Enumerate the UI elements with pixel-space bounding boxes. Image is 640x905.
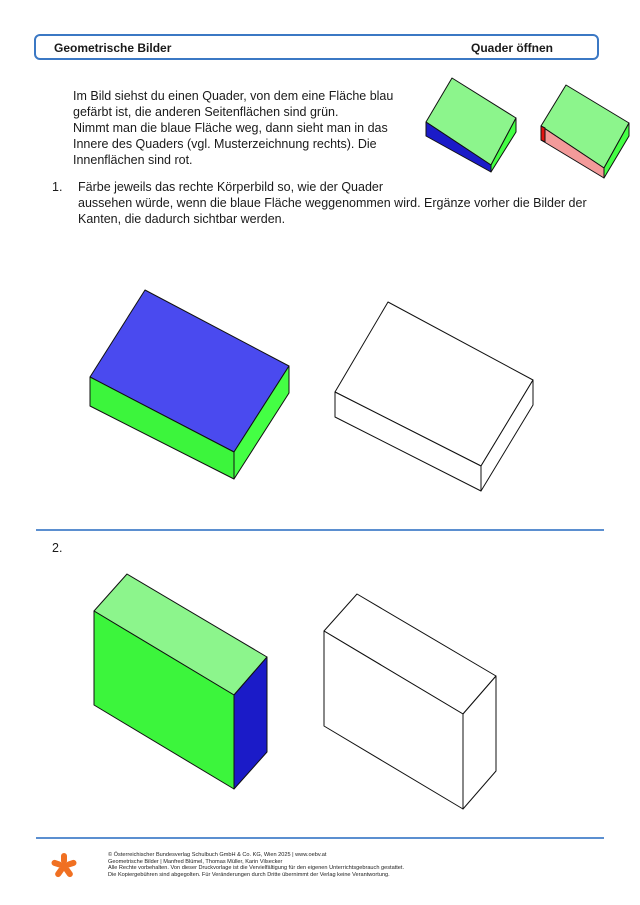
worksheet-topic: Quader öffnen [470,41,553,55]
task1-colored-cuboid [90,290,289,479]
intro-line: Innenflächen sind rot. [73,153,193,167]
task-line: Färbe jeweils das rechte Körperbild so, wie der Quader [78,180,384,194]
oebv-star-logo-icon [50,851,78,881]
task2-outline-cuboid [324,594,496,809]
footer-line: Die Kopiergebühren sind abgegolten. Für Veränderungen durch Dritte übernimmt der Verlag keine Verantwortung. [108,871,390,878]
intro-line: Nimmt man die blaue Fläche weg, dann sieht man in das [73,121,388,135]
copyright-footer [108,852,608,878]
task2-colored-cuboid [94,574,267,789]
worksheet-title: Geometrische Bilder [54,41,172,55]
footer-line: © Österreichischer Bundesverlag Schulbuch GmbH & Co. KG, Wien 2025 | www.oebv.at [108,852,327,858]
red-inner-edge [541,126,545,142]
intro-line: gefärbt ist, die anderen Seitenflächen sind grün. [73,105,339,119]
task1-outline-cuboid [335,302,533,491]
footer-line: Geometrische Bilder | Manfred Blümel, Thomas Müller, Karin Vilsecker [108,858,283,865]
example-opened-cuboid [541,85,629,178]
intro-line: Im Bild siehst du einen Quader, von dem eine Fläche blau [73,89,394,103]
task-number: 1. [52,180,63,194]
task-line: aussehen würde, wenn die blaue Fläche weggenommen wird. Ergänze vorher die Bilder der [78,196,587,210]
example-closed-cuboid [426,78,516,172]
footer-line: Alle Rechte vorbehalten. Von dieser Druckvorlage ist die Vervielfältigung für den eigenen Unterrichtsgebrauch gestattet. [108,865,405,872]
task-line: Kanten, die dadurch sichtbar werden. [78,212,286,226]
intro-line: Innere des Quaders (vgl. Musterzeichnung rechts). Die [73,137,377,151]
task-2-number: 2. [52,541,63,555]
